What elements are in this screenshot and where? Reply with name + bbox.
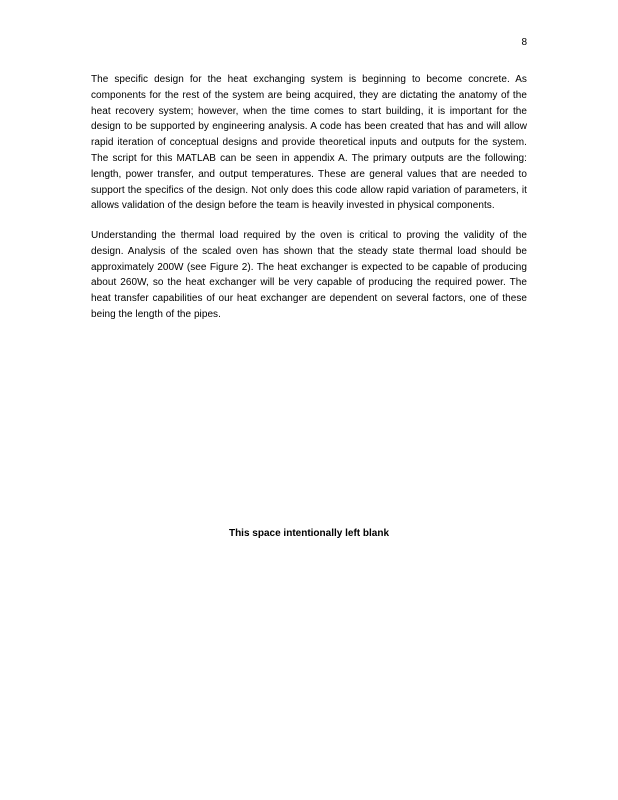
paragraph-thermal-load: Understanding the thermal load required by the oven is critical to proving the validity of the design. Analysis of the scaled oven has shown that the steady state thermal load should be approximately 200W (see Figure 2). The heat exchanger is expected to be capable of producing about 260W, so the heat exchanger will be very capable of producing the required power. The heat transfer capabilities of our heat exchanger are dependent on several factors, one of these being the length of the pipes. — [91, 230, 527, 320]
page-number: 8 — [521, 37, 527, 48]
intentionally-blank-note: This space intentionally left blank — [228, 528, 390, 539]
paragraph-heat-exchanger-design: The specific design for the heat exchanging system is beginning to become concrete. As components for the rest of the system are being acquired, they are dictating the anatomy of the heat recovery system; however, when the time comes to start building, it is important for the design to be supported by engineering analysis. A code has been created that has and will allow rapid iteration of conceptual designs and provide theoretical inputs and outputs for the system. The script for this MATLAB can be seen in appendix A. The primary outputs are the following: length, power transfer, and output temperatures. These are general values that are needed to support the specifics of the design. Not only does this code allow rapid variation of parameters, it allows validation of the design before the team is heavily invested in physical components. — [91, 74, 527, 212]
